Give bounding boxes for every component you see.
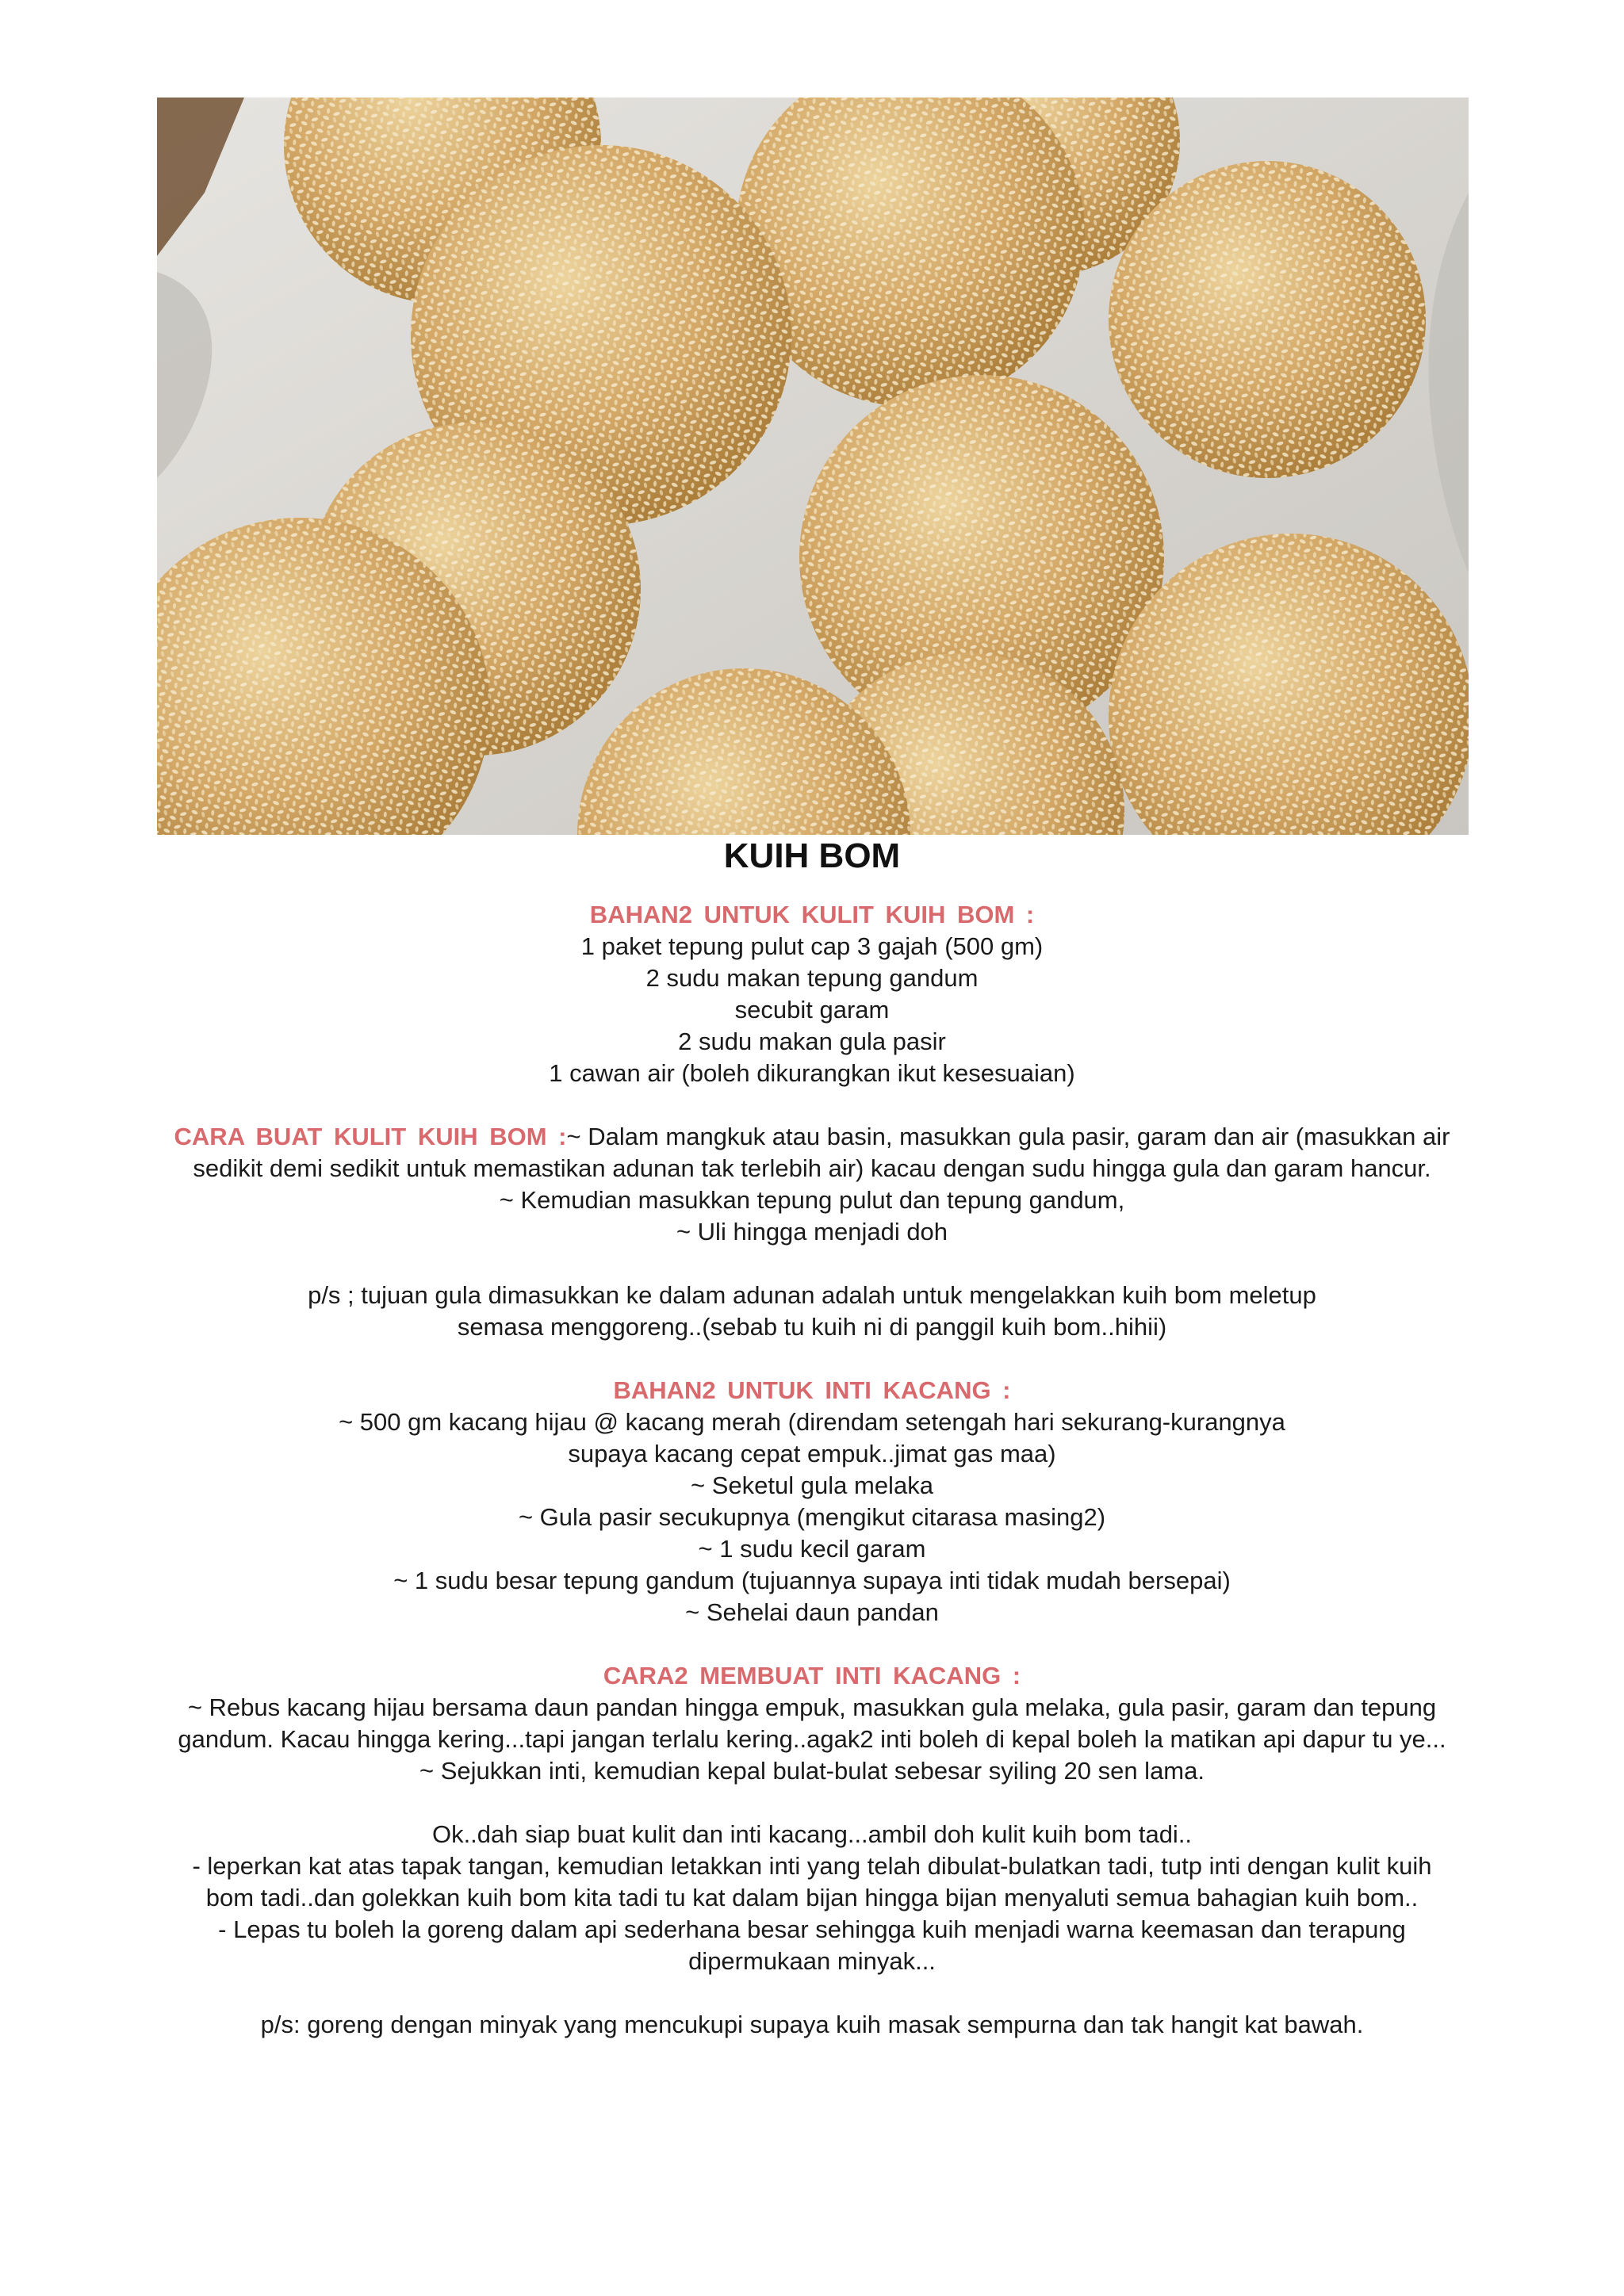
method-line: ~ Sejukkan inti, kemudian kepal bulat-bulat sebesar syiling 20 sen lama. [419, 1757, 1205, 1785]
section-heading-bahan-inti: BAHAN2 UNTUK INTI KACANG : [613, 1376, 1011, 1404]
method-first-line [95, 1121, 1529, 1153]
method-line: - leperkan kat atas tapak tangan, kemudian letakkan inti yang telah dibulat-bulatkan tadi, tutp inti dengan kulit kuih [192, 1852, 1432, 1880]
method-line: ~ Rebus kacang hijau bersama daun pandan hingga empuk, masukkan gula melaka, gula pasir, garam dan tepung [187, 1693, 1437, 1721]
section-heading-bahan-kulit: BAHAN2 UNTUK KULIT KUIH BOM : [589, 901, 1035, 928]
method-line: dipermukaan minyak... [688, 1947, 936, 1975]
ingredient-line: 2 sudu makan tepung gandum [645, 964, 979, 992]
ingredient-line: ~ 1 sudu kecil garam [698, 1535, 926, 1563]
spacer [95, 1248, 1529, 1280]
recipe-text [95, 832, 1529, 2041]
ingredient-line: ~ 1 sudu besar tepung gandum (tujuannya supaya inti tidak mudah bersepai) [393, 1567, 1231, 1594]
section-heading-cara-kulit: CARA BUAT KULIT KUIH BOM : [174, 1123, 567, 1150]
ingredient-line: 1 paket tepung pulut cap 3 gajah (500 gm) [580, 932, 1044, 960]
method-line: bom tadi..dan golekkan kuih bom kita tadi tu kat dalam bijan hingga bijan menyaluti semua bahagian kuih bom.. [205, 1884, 1419, 1911]
note-line: semasa menggoreng..(sebab tu kuih ni di panggil kuih bom..hihii) [457, 1313, 1167, 1341]
method-line: Ok..dah siap buat kulit dan inti kacang...ambil doh kulit kuih bom tadi.. [431, 1820, 1193, 1848]
spacer [95, 1343, 1529, 1375]
method-line: ~ Kemudian masukkan tepung pulut dan tepung gandum, [499, 1186, 1125, 1214]
ingredient-line: 1 cawan air (boleh dikurangkan ikut kesesuaian) [549, 1059, 1075, 1087]
sesame-balls-illustration [157, 98, 1469, 835]
ingredient-line: ~ Gula pasir secukupnya (mengikut citarasa masing2) [518, 1503, 1106, 1531]
kuih-bom-photo [157, 98, 1469, 835]
ingredient-line: supaya kacang cepat empuk..jimat gas maa) [568, 1440, 1056, 1468]
spacer [95, 1787, 1529, 1819]
ingredient-line: 2 sudu makan gula pasir [678, 1027, 946, 1055]
ingredient-line: secubit garam [734, 996, 890, 1024]
note-line: p/s: goreng dengan minyak yang mencukupi supaya kuih masak sempurna dan tak hangit kat bawah. [260, 2011, 1364, 2038]
note-line: p/s ; tujuan gula dimasukkan ke dalam adunan adalah untuk mengelakkan kuih bom meletup [308, 1281, 1316, 1309]
method-line: gandum. Kacau hingga kering...tapi jangan terlalu kering..agak2 inti boleh di kepal boleh la matikan api dapur tu ye... [178, 1725, 1446, 1753]
section-heading-cara-inti: CARA2 MEMBUAT INTI KACANG : [603, 1662, 1021, 1689]
ingredient-line: ~ Seketul gula melaka [691, 1471, 933, 1499]
method-line: ~ Uli hingga menjadi doh [676, 1218, 948, 1246]
spacer [95, 1977, 1529, 2009]
method-line: sedikit demi sedikit untuk memastikan adunan tak terlebih air) kacau dengan sudu hingga gula dan garam hancur. [193, 1154, 1431, 1182]
method-line: - Lepas tu boleh la goreng dalam api sederhana besar sehingga kuih menjadi warna keemasan dan terapung [218, 1915, 1406, 1943]
method-line: ~ Dalam mangkuk atau basin, masukkan gula pasir, garam dan air (masukkan air [566, 1123, 1450, 1150]
ingredient-line: ~ Sehelai daun pandan [685, 1598, 939, 1626]
page-title: KUIH BOM [723, 836, 901, 875]
spacer [95, 1089, 1529, 1121]
ingredient-line: ~ 500 gm kacang hijau @ kacang merah (direndam setengah hari sekurang-kurangnya [339, 1408, 1285, 1436]
spacer [95, 1628, 1529, 1660]
